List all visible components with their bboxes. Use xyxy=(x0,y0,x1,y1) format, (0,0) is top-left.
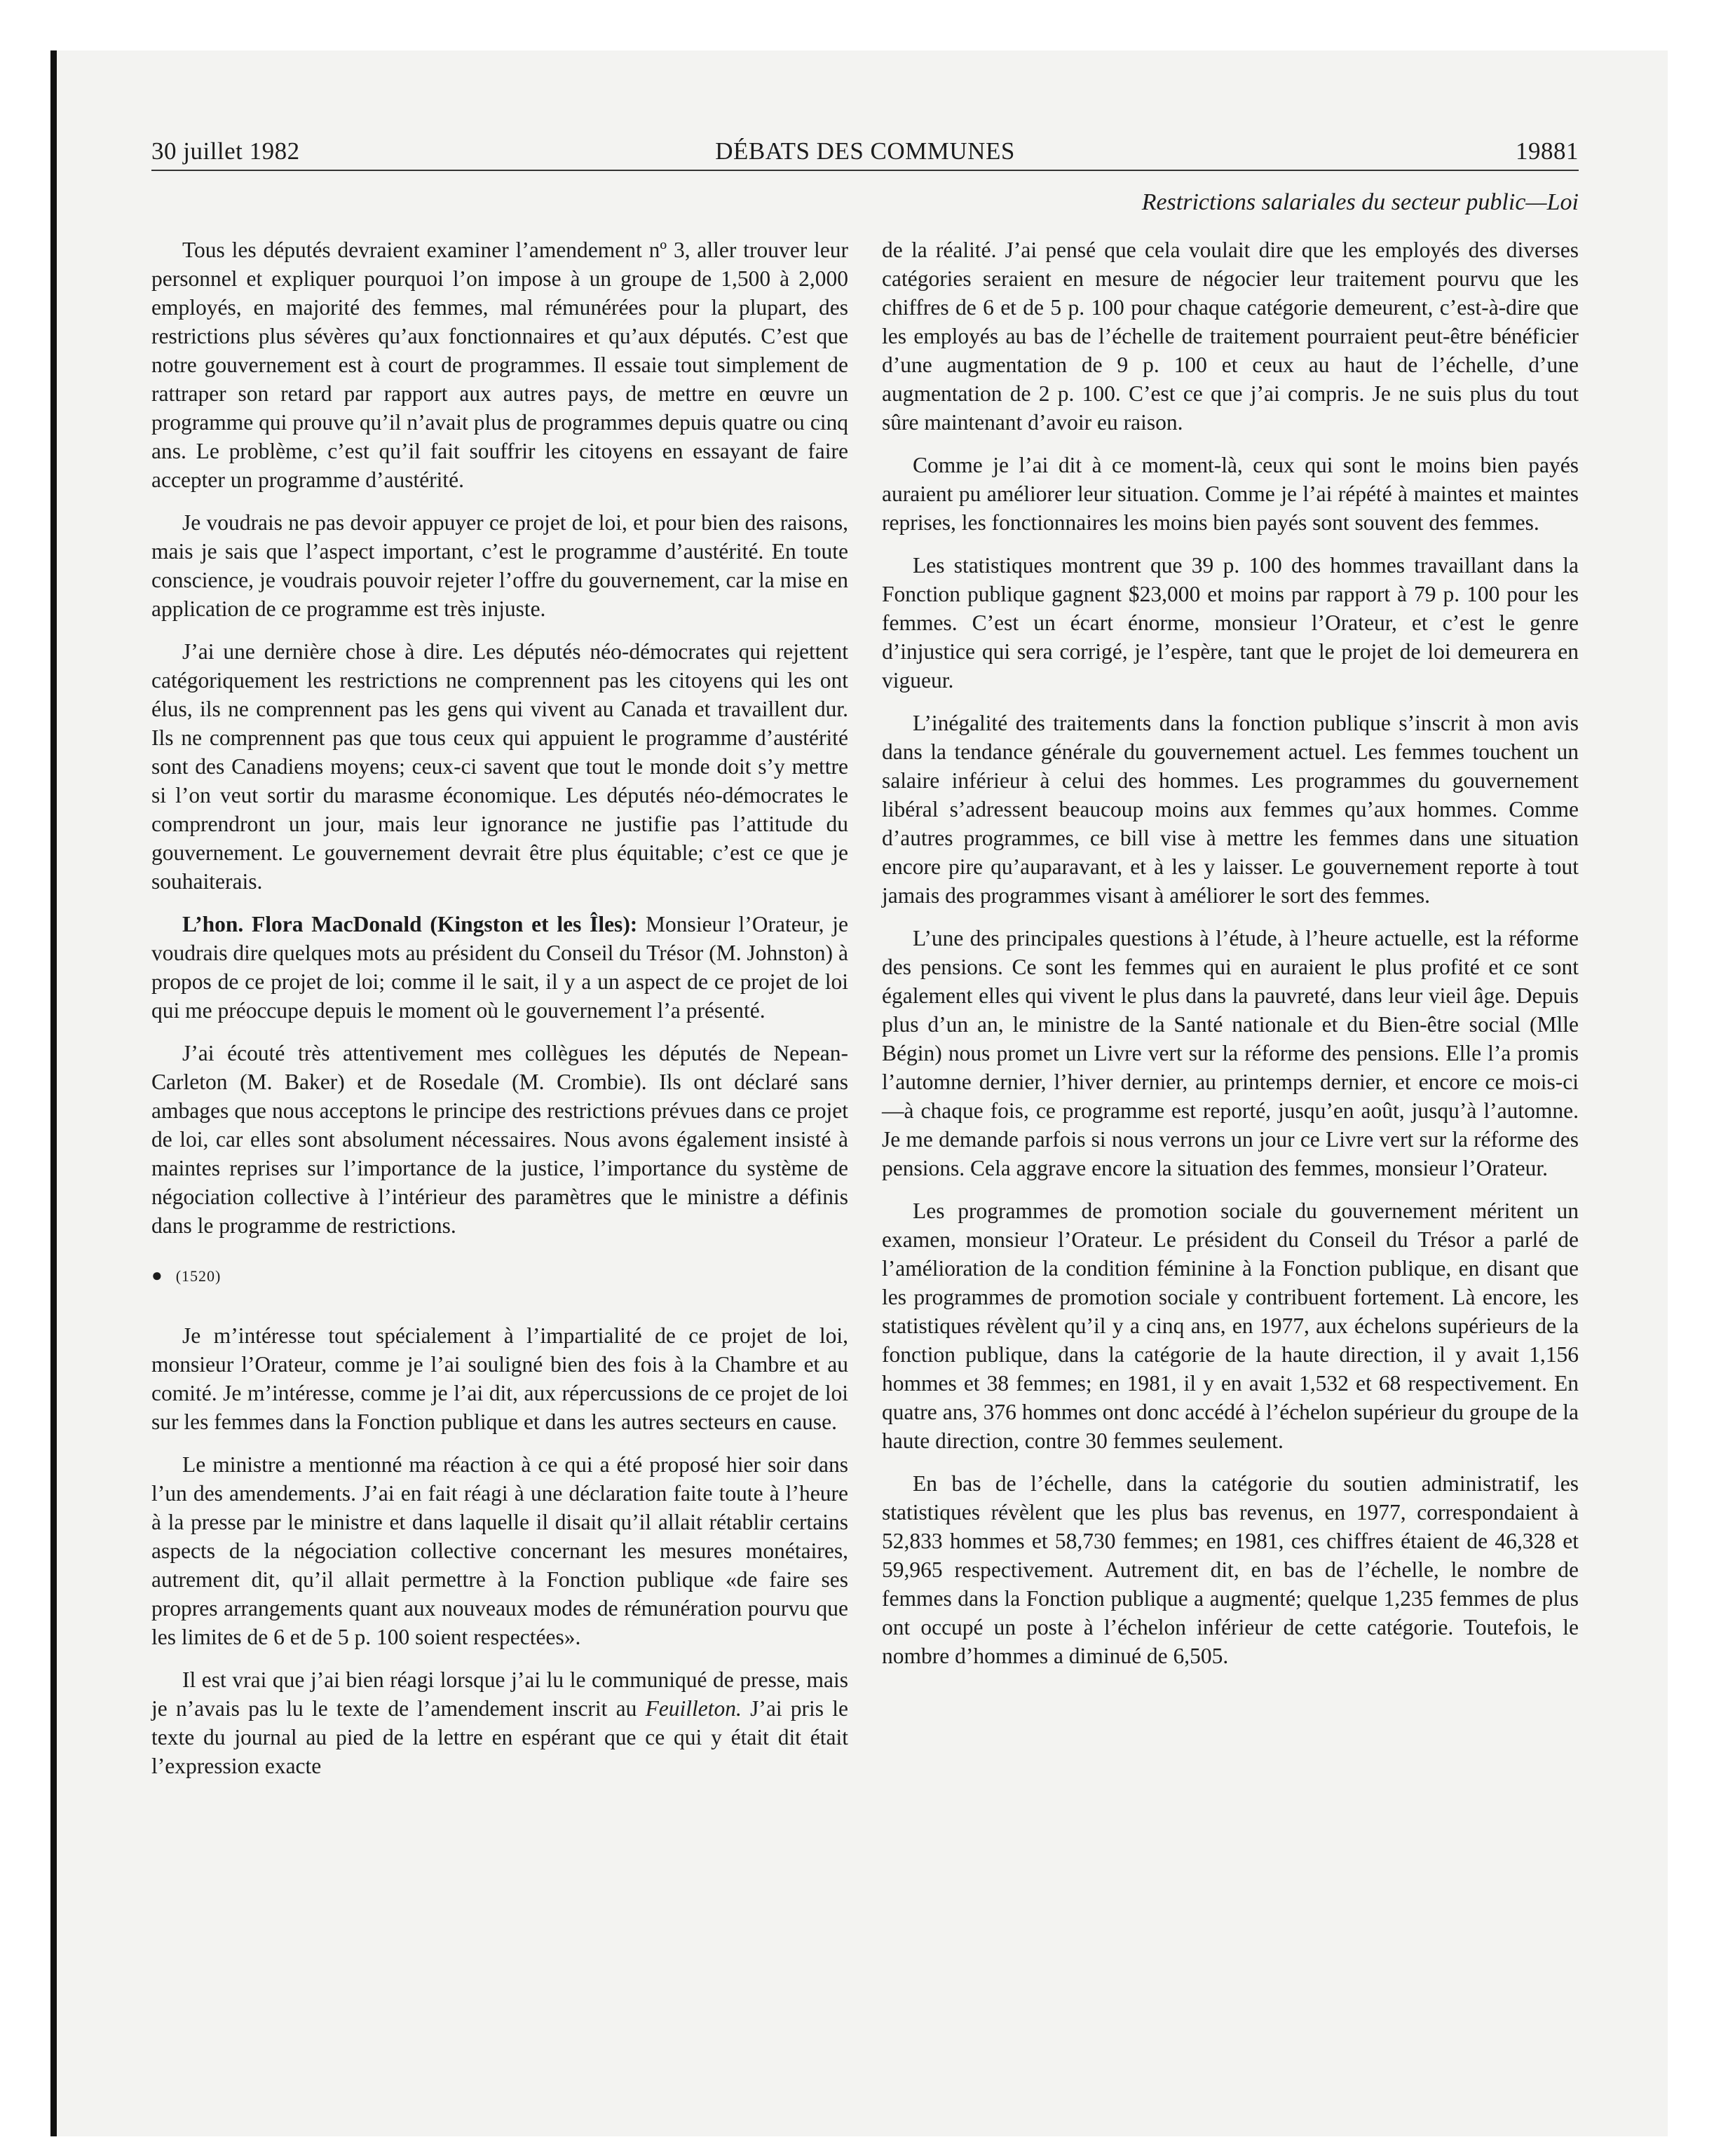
italic-text: Feuilleton. xyxy=(645,1696,742,1721)
binding-edge xyxy=(50,50,57,2136)
paragraph: Comme je l’ai dit à ce moment-là, ceux qui sont le moins bien payés auraient pu améliorer leur situation. Comme je l’ai répété à maintes et maintes reprises, les fonctionnaires les moins bien payés sont souvent des femmes. xyxy=(882,453,1579,535)
header-title: DÉBATS DES COMMUNES xyxy=(715,137,1015,165)
text-run: J’ai pris le texte du journal au pied de la lettre en espérant que ce qui y était dit était l’expression exacte xyxy=(151,1696,848,1778)
paragraph: Les programmes de promotion sociale du gouvernement méritent un examen, monsieur l’Orateur. Le président du Conseil du Trésor a parlé de l’amélioration de la condition féminine à la Fonction publique, en disant que les programmes de promotion sociale y contribuent fortement. Là encore, les statistiques révèlent qu’il y a cinq ans, en 1977, aux échelons supérieurs de la fonction publique, dans la catégorie de la haute direction, il y avait 1,156 hommes et 38 femmes; en 1981, il y en avait 1,532 et 68 respectivement. En quatre ans, 376 hommes ont donc accédé à l’échelon supérieur du groupe de la haute direction, contre 30 femmes seulement. xyxy=(882,1199,1579,1453)
left-column xyxy=(151,236,848,1794)
paragraph: J’ai une dernière chose à dire. Les députés néo-démocrates qui rejettent catégoriquement les restrictions ne comprennent pas les citoyens qui les ont élus, ils ne comprennent pas les gens qui vivent au Canada et travaillent dur. Ils ne comprennent pas que tous ceux qui appuient le programme d’austérité sont des Canadiens moyens; ceux-ci savent que tout le monde doit s’y mettre si l’on veut sortir du marasme économique. Les députés néo-démocrates le comprendront un jour, mais leur ignorance ne justifie pas l’attitude du gouvernement. Le gouvernement devrait être plus équitable; c’est ce que je souhaiterais. xyxy=(151,639,848,894)
paragraph: Les statistiques montrent que 39 p. 100 des hommes travaillant dans la Fonction publique gagnent $23,000 et moins par rapport à 79 p. 100 pour les femmes. C’est un écart énorme, monsieur l’Orateur, et c’est le genre d’injustice qui sera corrigé, je l’espère, tant que le projet de loi demeurera en vigueur. xyxy=(882,553,1579,692)
page-header xyxy=(151,137,1579,171)
speaker-name: L’hon. Flora MacDonald (Kingston et les Îles): xyxy=(182,912,638,936)
paragraph: Le ministre a mentionné ma réaction à ce qui a été proposé hier soir dans l’un des amendements. J’ai en fait réagi à une déclaration faite toute à l’heure à la presse par le ministre et dans laquelle il disait qu’il allait rétablir certains aspects de la négociation collective concernant les mesures monétaires, autrement dit, qu’il allait permettre à la Fonction publique «de faire ses propres arrangements quant aux nouveaux modes de rémunération pourvu que les limites de 6 et de 5 p. 100 soient respectées». xyxy=(151,1452,848,1649)
paragraph-continued: de la réalité. J’ai pensé que cela voulait dire que les employés des diverses catégories seraient en mesure de négocier leur traitement pourvu que les chiffres de 6 et de 5 p. 100 pour chaque catégorie demeurent, c’est-à-dire que les employés au bas de l’échelle de traitement pourraient peut-être bénéficier d’une augmentation de 9 p. 100 et ceux au haut de l’échelle, d’une augmentation de 2 p. 100. C’est ce que j’ai compris. Je ne suis plus du tout sûre maintenant d’avoir eu raison. xyxy=(882,238,1579,435)
bullet-icon: ● xyxy=(151,1265,163,1285)
paragraph: Je m’intéresse tout spécialement à l’impartialité de ce projet de loi, monsieur l’Orateur, comme je l’ai souligné bien des fois à la Chambre et au comité. Je m’intéresse, comme je l’ai dit, aux répercussions de ce projet de loi sur les femmes dans la Fonction publique et dans les autres secteurs en cause. xyxy=(151,1323,848,1434)
right-column xyxy=(882,236,1579,1684)
paragraph: J’ai écouté très attentivement mes collègues les députés de Nepean-Carleton (M. Baker) et de Rosedale (M. Crombie). Ils ont déclaré sans ambages que nous acceptons le principe des restrictions prévues dans ce projet de loi, car elles sont absolument nécessaires. Nous avons également insisté à maintes reprises sur l’importance de la justice, l’importance du système de négociation collective à l’intérieur des paramètres que le ministre a définis dans le programme de restrictions. xyxy=(151,1041,848,1238)
paragraph: L’inégalité des traitements dans la fonction publique s’inscrit à mon avis dans la tendance générale du gouvernement actuel. Les femmes touchent un salaire inférieur à celui des hommes. Les programmes du gouvernement libéral s’adressent beaucoup moins aux femmes qu’aux hommes. Comme d’autres programmes, ce bill vise à mettre les femmes dans une situation encore pire qu’auparavant, et à les y laisser. Le gouvernement reporte à tout jamais des programmes visant à améliorer le sort des femmes. xyxy=(882,711,1579,908)
paragraph xyxy=(151,910,848,1025)
time-marker-text: (1520) xyxy=(175,1267,222,1285)
speech-text: Monsieur l’Orateur, je voudrais dire quelques mots au président du Conseil du Trésor (M. Johnston) à propos de ce projet de loi; comme il le sait, il y a un aspect de ce projet de loi qui me préoccupe depuis le moment où le gouvernement l’a présenté. xyxy=(151,912,849,1023)
time-marker xyxy=(151,1261,848,1290)
header-page-number: 19881 xyxy=(1516,137,1579,165)
paragraph xyxy=(151,1665,848,1780)
paragraph: Tous les députés devraient examiner l’amendement nº 3, aller trouver leur personnel et expliquer pourquoi l’on impose à un groupe de 1,500 à 2,000 employés, en majorité des femmes, mal rémunérées pour la plupart, des restrictions plus sévères qu’aux fonctionnaires et qu’aux députés. C’est que notre gouvernement est à court de programmes. Il essaie tout simplement de rattraper son retard par rapport aux autres pays, de mettre en œuvre un programme qui prouve qu’il n’avait plus de programmes depuis quatre ou cinq ans. Le problème, c’est qu’il fait souffrir les citoyens en essayant de faire accepter un programme d’austérité. xyxy=(151,238,848,492)
paragraph: Je voudrais ne pas devoir appuyer ce projet de loi, et pour bien des raisons, mais je sais que l’aspect important, c’est le programme d’austérité. En toute conscience, je voudrais pouvoir rejeter l’offre du gouvernement, car la mise en application de ce programme est très injuste. xyxy=(151,510,848,621)
running-title: Restrictions salariales du secteur public—Loi xyxy=(1141,189,1579,215)
header-date: 30 juillet 1982 xyxy=(151,137,300,165)
paragraph: L’une des principales questions à l’étude, à l’heure actuelle, est la réforme des pensions. Ce sont les femmes qui en auraient le plus profité et ce sont également elles qui vivent le plus dans la pauvreté, dans leur vieil âge. Depuis plus d’un an, le ministre de la Santé nationale et du Bien-être social (Mlle Bégin) nous promet un Livre vert sur la réforme des pensions. Elle l’a promis l’automne dernier, l’hiver dernier, au printemps dernier, et encore ce mois-ci—à chaque fois, ce programme est reporté, jusqu’en août, jusqu’à l’automne. Je me demande parfois si nous verrons un jour ce Livre vert sur la réforme des pensions. Cela aggrave encore la situation des femmes, monsieur l’Orateur. xyxy=(882,926,1579,1180)
paragraph: En bas de l’échelle, dans la catégorie du soutien administratif, les statistiques révèlent que les plus bas revenus, en 1977, correspondaient à 52,833 hommes et 58,730 femmes; en 1981, ces chiffres étaient de 46,328 et 59,965 respectivement. Autrement dit, en bas de l’échelle, le nombre de femmes dans la Fonction publique a augmenté; quelque 1,235 femmes de plus ont occupé un poste à l’échelon inférieur de cette catégorie. Toutefois, le nombre d’hommes a diminué de 6,505. xyxy=(882,1471,1579,1668)
text-run: Il est vrai que j’ai bien réagi lorsque j’ai lu le communiqué de presse, mais je n’avais pas lu le texte de l’amendement inscrit au xyxy=(151,1667,848,1721)
